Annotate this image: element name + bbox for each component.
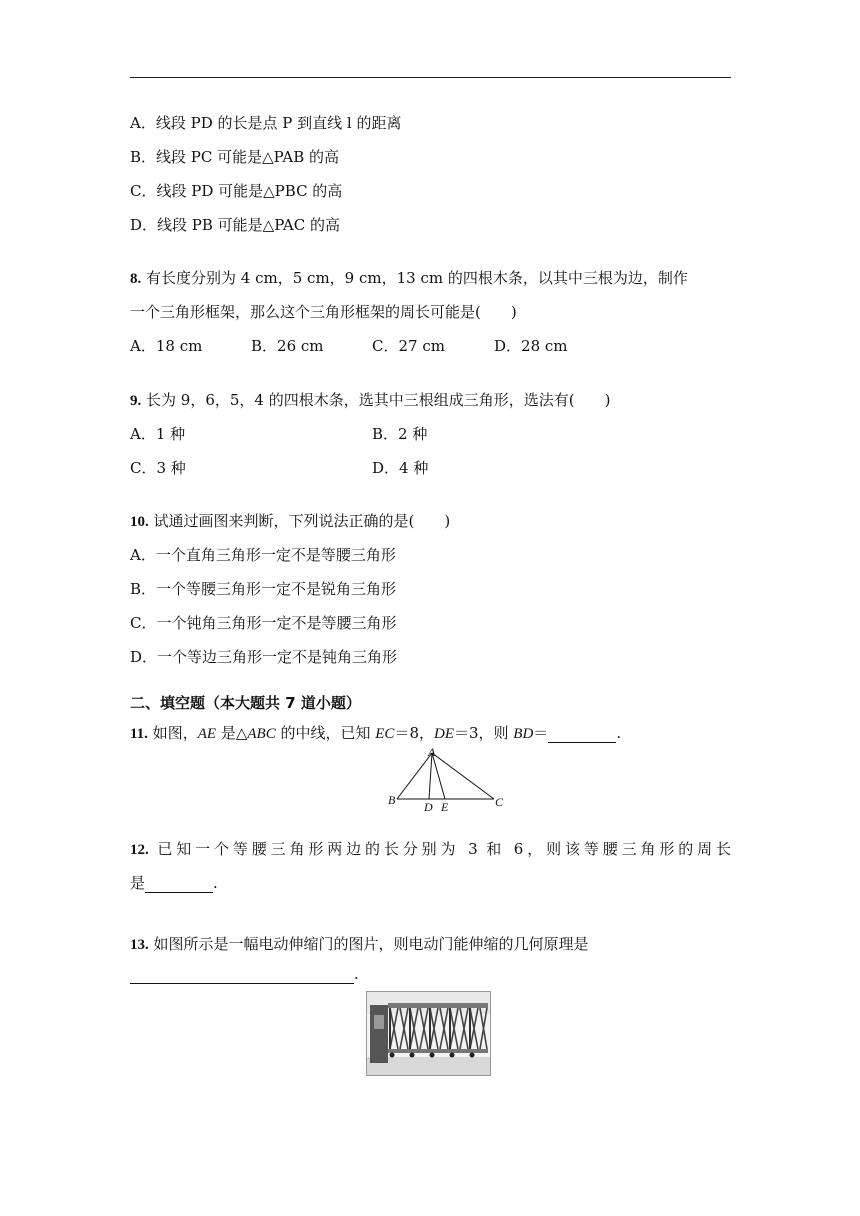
q13-number: 13. <box>130 937 149 953</box>
q13-line2 <box>130 965 359 984</box>
q11-text-4: ＝8， <box>394 724 434 742</box>
q10-text: 试通过画图来判断，下列说法正确的是( ) <box>153 512 451 530</box>
q13-text-line1: 如图所示是一幅电动伸缩门的图片，则电动门能伸缩的几何原理是 <box>153 935 589 953</box>
gate-top-rail <box>388 1003 488 1008</box>
segment-ae <box>432 753 445 799</box>
q11-var-de: DE <box>433 726 454 742</box>
label-c: C <box>495 795 504 809</box>
q8-option-d: D．28 cm <box>494 337 568 355</box>
triangle-figure <box>385 746 510 814</box>
q7-option-d: D．线段 PB 可能是△PAC 的高 <box>130 216 341 234</box>
q9-number: 9. <box>130 393 142 409</box>
q11-text-7: . <box>616 724 622 742</box>
header-rule <box>130 77 731 78</box>
q10-number: 10. <box>130 514 149 530</box>
gate-bottom-rail <box>388 1049 488 1053</box>
q12-answer-blank[interactable] <box>145 874 213 893</box>
q10-option-b: B．一个等腰三角形一定不是锐角三角形 <box>130 580 397 598</box>
q8-text-line1: 有长度分别为 4 cm，5 cm，9 cm，13 cm 的四根木条，以其中三根为边，制作 <box>146 269 688 287</box>
side-ab <box>397 753 432 799</box>
q13-period: . <box>354 965 359 983</box>
q12-number: 12. <box>130 842 149 858</box>
side-ac <box>432 753 494 799</box>
q11-text-5: ＝3，则 <box>453 724 514 742</box>
section-title: 二、填空题（本大题共 7 道小题） <box>130 694 361 712</box>
q8-line2: 一个三角形框架，那么这个三角形框架的周长可能是( ) <box>130 303 517 321</box>
segment-ad <box>429 753 432 799</box>
q11-text-2: 是△ <box>216 724 248 742</box>
q12-period: . <box>213 874 218 892</box>
q12-line2 <box>130 872 218 893</box>
q13-line1 <box>130 933 589 954</box>
q12-text-line1: 已知一个等腰三角形两边的长分别为 3 和 6，则该等腰三角形的周长 <box>157 840 731 858</box>
q11-answer-blank[interactable] <box>548 724 616 743</box>
label-e: E <box>441 800 449 814</box>
q11-var-bd: BD <box>513 726 534 742</box>
gate-control-box <box>370 1005 388 1063</box>
q13-answer-blank[interactable] <box>130 965 354 984</box>
q7-option-a: A．线段 PD 的长是点 P 到直线 l 的距离 <box>130 114 402 132</box>
q9-option-c: C．3 种 <box>130 459 186 477</box>
retractable-gate-image <box>366 991 491 1076</box>
q10-question <box>130 510 450 531</box>
q11-var-ae: AE <box>197 726 217 742</box>
q11-text-1: 如图， <box>152 724 198 742</box>
gate-control-panel <box>374 1015 384 1029</box>
q8-line1 <box>130 267 688 288</box>
q7-option-c: C．线段 PD 可能是△PBC 的高 <box>130 182 343 200</box>
q8-option-b: B．26 cm <box>251 337 324 355</box>
q11-number: 11. <box>130 726 148 742</box>
q10-option-a: A．一个直角三角形一定不是等腰三角形 <box>130 546 396 564</box>
q9-option-a: A．1 种 <box>130 425 186 443</box>
q11-var-abc: ABC <box>247 726 276 742</box>
q12-line1 <box>130 838 731 859</box>
q10-option-c: C．一个钝角三角形一定不是等腰三角形 <box>130 614 397 632</box>
q11-var-ec: EC <box>375 726 395 742</box>
q8-number: 8. <box>130 271 142 287</box>
q7-option-b: B．线段 PC 可能是△PAB 的高 <box>130 148 340 166</box>
q11-text-6: ＝ <box>533 724 549 742</box>
q9-question <box>130 389 610 410</box>
label-a: A <box>428 746 436 759</box>
label-d: D <box>424 800 433 814</box>
q12-text-line2: 是 <box>130 874 146 892</box>
q10-option-d: D．一个等边三角形一定不是钝角三角形 <box>130 648 398 666</box>
q11-text-3: 的中线，已知 <box>275 724 376 742</box>
q9-text: 长为 9，6，5，4 的四根木条，选其中三根组成三角形，选法有( ) <box>146 391 611 409</box>
q11-question <box>130 722 621 743</box>
q9-option-b: B．2 种 <box>372 425 428 443</box>
label-b: B <box>388 793 396 807</box>
q9-option-d: D．4 种 <box>372 459 429 477</box>
q8-option-c: C．27 cm <box>372 337 445 355</box>
q8-option-a: A．18 cm <box>130 337 203 355</box>
